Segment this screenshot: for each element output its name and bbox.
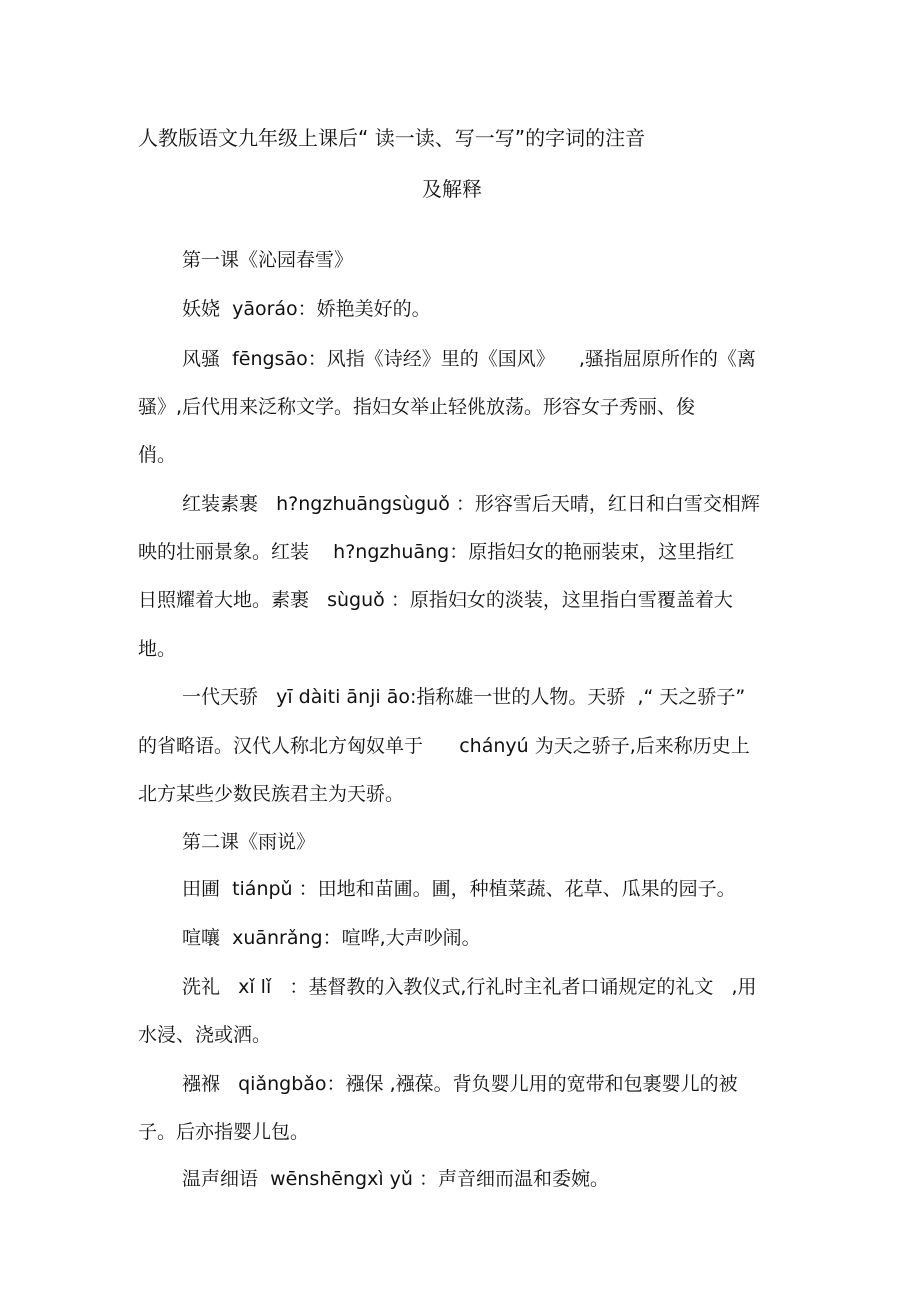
entry-fengsao-cont-1: 骚》,后代用来泛称文学。指妇女举止轻佻放荡。形容女子秀丽、俊 bbox=[138, 396, 696, 418]
entry-hongzhuangsuguo-cont-2: 日照耀着大地。素裹 sùguǒ ：原指妇女的淡装，这里指白雪覆盖着大 bbox=[138, 589, 733, 611]
entry-qiangbao: 襁褓 qiǎngbǎo：襁保 ,襁葆。背负婴儿用的宽带和包裹婴儿的被 bbox=[182, 1073, 738, 1095]
entry-yaorao: 妖娆 yāoráo：娇艳美好的。 bbox=[182, 298, 431, 320]
entry-xili-cont-1: 水浸、浇或洒。 bbox=[138, 1024, 272, 1046]
entry-hongzhuangsuguo-cont-3: 地。 bbox=[138, 638, 177, 660]
entry-xuanrang: 喧嚷 xuānrǎng：喧哗,大声吵闹。 bbox=[182, 927, 481, 949]
lesson-2-heading: 第二课《雨说》 bbox=[182, 831, 316, 853]
document-title-line-2: 及解释 bbox=[422, 177, 482, 201]
document-title-line-1: 人教版语文九年级上课后“ 读一读、写一写”的字词的注音 bbox=[138, 126, 646, 150]
lesson-1-heading: 第一课《沁园春雪》 bbox=[182, 249, 354, 271]
entry-hongzhuangsuguo-cont-1: 映的壮丽景象。红装 h?ngzhuāng：原指妇女的艳丽装束，这里指红 bbox=[138, 541, 735, 563]
entry-yidaitianjiao: 一代天骄 yī dàiti ānji āo:指称雄一世的人物。天骄 ,“ 天之骄子” bbox=[182, 686, 746, 708]
entry-yidaitianjiao-cont-1: 的省略语。汉代人称北方匈奴单于 chányú 为天之骄子,后来称历史上 bbox=[138, 735, 750, 757]
entry-yidaitianjiao-cont-2: 北方某些少数民族君主为天骄。 bbox=[138, 783, 405, 805]
entry-fengsao-cont-2: 俏。 bbox=[138, 444, 177, 466]
entry-fengsao: 风骚 fēngsāo：风指《诗经》里的《国风》 ,骚指屈原所作的《离 bbox=[182, 348, 756, 370]
entry-xili: 洗礼 xǐ lǐ ：基督教的入教仪式,行礼时主礼者口诵规定的礼文 ,用 bbox=[182, 976, 757, 998]
entry-hongzhuangsuguo: 红装素裹 h?ngzhuāngsùguǒ ：形容雪后天晴，红日和白雪交相辉 bbox=[182, 493, 760, 515]
entry-tianpu: 田圃 tiánpǔ ：田地和苗圃。圃，种植菜蔬、花草、瓜果的园子。 bbox=[182, 878, 736, 900]
entry-qiangbao-cont-1: 子。后亦指婴儿包。 bbox=[138, 1121, 310, 1143]
entry-wenshengxiyu: 温声细语 wēnshēngxì yǔ ：声音细而温和委婉。 bbox=[182, 1168, 609, 1190]
